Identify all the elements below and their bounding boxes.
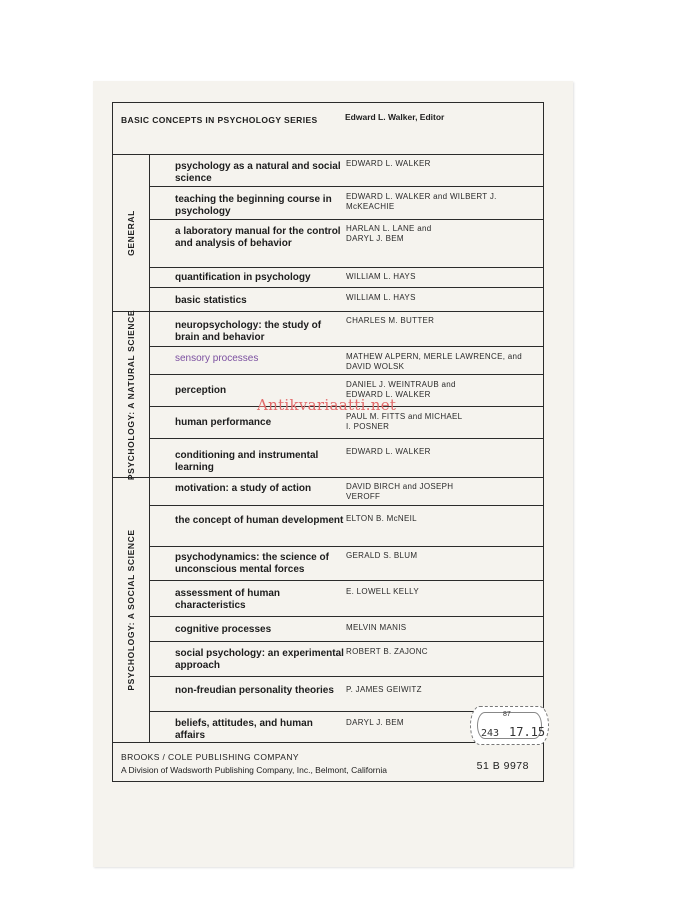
book-entry [150,547,543,581]
price-sticker-code: 243 [481,728,500,739]
book-author: DARYL J. BEM [346,718,404,727]
section-natural-science [113,309,150,480]
book-author: ROBERT B. ZAJONC [346,647,428,656]
price-sticker-price: 17.15 [509,725,546,739]
book-entry [150,347,543,375]
series-header [113,103,543,155]
price-sticker-top-number: 87 [503,711,511,718]
book-author: P. JAMES GEIWITZ [346,685,422,694]
book-author: GERALD S. BLUM [346,551,418,560]
series-list-frame [112,102,544,782]
book-title: human performance [175,417,272,428]
section-social-science [113,478,150,743]
book-author: WILLIAM L. HAYS [346,272,416,281]
book-title: teaching the beginning course in psychology [175,194,332,217]
book-title: perception [175,385,227,396]
book-author: E. LOWELL KELLY [346,587,419,596]
book-author: EDWARD L. WALKER and WILBERT J. McKEACHIE [346,192,497,211]
book-author: WILLIAM L. HAYS [346,293,416,302]
book-author: CHARLES M. BUTTER [346,316,435,325]
book-entry [150,155,543,187]
book-title: social psychology: an experimental approach [175,648,344,671]
series-editor: Edward L. Walker, Editor [345,112,445,122]
book-entry [150,642,543,677]
book-title: a laboratory manual for the control and analysis of behavior [175,226,341,249]
book-title: cognitive processes [175,624,272,635]
section-label: PSYCHOLOGY: A SOCIAL SCIENCE [126,529,136,691]
book-entry [150,268,543,288]
book-author: ELTON B. McNEIL [346,514,417,523]
book-entry [150,478,543,506]
section-general [113,155,150,312]
book-entry [150,506,543,547]
book-author: DAVID BIRCH and JOSEPH VEROFF [346,482,454,501]
price-sticker [470,706,549,745]
book-title: neuropsychology: the study of brain and behavior [175,320,322,343]
book-entry [150,617,543,642]
book-entry [150,312,543,347]
book-author: DANIEL J. WEINTRAUB and EDWARD L. WALKER [346,380,456,399]
book-author: EDWARD L. WALKER [346,159,431,168]
book-author: HARLAN L. LANE and DARYL J. BEM [346,224,432,243]
publisher-name: BROOKS / COLE PUBLISHING COMPANY [121,752,299,762]
book-author: MELVIN MANIS [346,623,407,632]
book-title: motivation: a study of action [175,483,312,494]
book-title: conditioning and instrumental learning [175,450,319,473]
book-entry [150,187,543,220]
book-entry [150,220,543,268]
book-title: the concept of human development [175,515,344,526]
book-title: non-freudian personality theories [175,685,334,696]
book-title: quantification in psychology [175,272,311,283]
catalog-code: 51 B 9978 [476,760,529,772]
book-entry [150,439,543,478]
publisher-division: A Division of Wadsworth Publishing Company, Inc., Belmont, California [121,765,387,775]
site-watermark: Antikvariaatti.net [257,396,397,414]
book-title: psychodynamics: the science of unconscious mental forces [175,552,329,575]
book-entry [150,581,543,617]
series-title: BASIC CONCEPTS IN PSYCHOLOGY SERIES [121,115,318,125]
book-title: basic statistics [175,295,247,306]
book-title: psychology as a natural and social science [175,161,341,184]
book-title: beliefs, attitudes, and human affairs [175,718,313,741]
book-title: sensory processes [175,353,259,364]
book-entry [150,288,543,312]
book-title: assessment of human characteristics [175,588,281,611]
book-author: PAUL M. FITTS and MICHAEL I. POSNER [346,412,463,431]
section-label: PSYCHOLOGY: A NATURAL SCIENCE [126,309,136,480]
book-author: EDWARD L. WALKER [346,447,431,456]
publisher-footer [113,743,543,783]
section-label: GENERAL [126,210,136,256]
book-author: MATHEW ALPERN, MERLE LAWRENCE, and DAVID WOLSK [346,352,523,371]
